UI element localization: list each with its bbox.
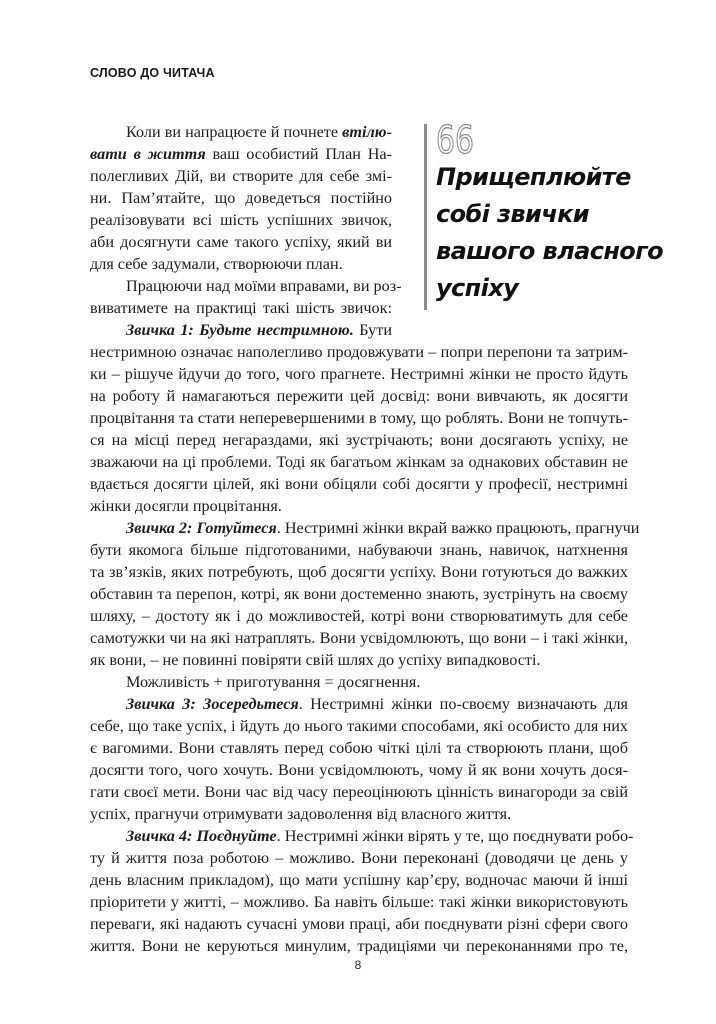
text-line: аби досягнути саме такого успіху, який ви <box>90 233 392 251</box>
quote-line: Прищеплюйте <box>436 163 631 191</box>
page-number: 8 <box>354 958 362 972</box>
quote-mark-icon <box>436 118 476 162</box>
text-line <box>90 122 392 142</box>
text-line: як вони, – не повинні повіряти свій шлях до успіху випадковості. <box>90 651 541 669</box>
text-line: для себе задумали, створюючи план. <box>90 255 343 273</box>
text-line: вдається досягти цілей, які вони обіцяли собі досягти у професії, нестримні <box>90 475 628 493</box>
habit-3-heading: Звичка 3: Зосередьтеся <box>126 695 299 713</box>
text-line: реалізовувати всі шість успішних звичок, <box>90 211 392 229</box>
habit-2-heading: Звичка 2: Готуйтеся <box>126 519 277 537</box>
quote-mark-glyph: 66 <box>436 118 474 162</box>
text-line: бути якомога більше підготованими, набуваючи знань, навичок, натхнення <box>90 541 628 559</box>
text-line: жінки досягли процвітання. <box>90 497 282 515</box>
text-line: ни. Пам’ятайте, що доведеться постійно <box>90 189 392 207</box>
text-line: гати своєї мети. Вони час від часу переоцінюють цінність винагороди за свій <box>90 783 628 801</box>
text-line: пріоритети у житті, – можливо. Ба навіть більше: такі жінки використовують <box>90 893 628 911</box>
text-line: Можливість + приготування = досягнення. <box>126 673 421 691</box>
pull-quote <box>424 118 664 310</box>
quote-line: собі звички <box>436 200 589 228</box>
text-run: . Нестримні жінки вкрай важко працюють, прагнучи <box>276 519 640 537</box>
text-line: ся на місці перед негараздами, які зустрічають; вони досягають успіху, не <box>90 431 628 449</box>
text-line: переваги, які надають сучасні умови праці, аби поєднувати різні сфери свого <box>90 915 628 933</box>
text-line: обставин та перепон, котрі, як вони достеменно знають, зустрінуть на своєму <box>90 585 628 603</box>
text-line: на роботу й намагаються пережити цей досвід: вони вивчають, як досягти <box>90 387 628 405</box>
text-line: успіх, прагнучи отримувати задоволення від власного життя. <box>90 805 512 823</box>
quote-text <box>436 159 663 307</box>
emphasis-run: вати в життя <box>90 145 206 163</box>
text-line: себе, що таке успіх, і йдуть до нього такими способами, які особисто для них <box>90 717 628 735</box>
text-line: досягти того, чого хочуть. Вони усвідомлюють, чому й як вони хочуть дося- <box>90 761 628 779</box>
text-line <box>90 144 392 164</box>
text-line <box>90 826 634 846</box>
text-line: життя. Вони не керуються минулим, традиціями чи переконаннями про те, <box>90 937 628 955</box>
text-line: зважаючи на ці проблеми. Тоді як багатьом жінкам за однакових обставин не <box>90 453 628 471</box>
text-line <box>90 518 640 538</box>
quote-line: успіху <box>436 274 519 302</box>
text-run: Коли ви напрацюєте й почнете <box>126 123 343 141</box>
habit-1-heading: Звичка 1: Будьте нестримною. <box>126 321 354 339</box>
text-run: . Нестримні жінки вірять у те, що поєднувати робо- <box>276 827 634 845</box>
text-line: самотужки чи на які натраплять. Вони усвідомлюють, що вони – і такі жінки, <box>90 629 628 647</box>
text-line <box>90 320 392 340</box>
running-head: СЛОВО ДО ЧИТАЧА <box>90 66 215 80</box>
text-run: Бути <box>353 321 392 339</box>
text-line: нестримною означає наполегливо продовжувати – попри перепони та затрим- <box>90 343 628 361</box>
text-line: ту й життя поза роботою – можливо. Вони переконані (доводячи це день у <box>90 849 628 867</box>
text-line: шляху, – достоту як і до можливостей, котрі вони створюватимуть для себе <box>90 607 628 625</box>
text-line: та зв’язків, яких потребують, щоб досягти успіху. Вони готуються до важких <box>90 563 628 581</box>
quote-bar <box>424 124 427 310</box>
text-line <box>90 694 628 714</box>
text-line: ки – рішуче йдучи до того, чого прагнете. Нестримні жінки не просто йдуть <box>90 365 628 383</box>
habit-4-heading: Звичка 4: Поєднуйте <box>126 827 277 845</box>
text-run: ваш особистий План На- <box>205 145 392 163</box>
text-line: є вагомими. Вони ставлять перед собою чіткі цілі та створюють плани, щоб <box>90 739 628 757</box>
text-line: день власним прикладом), що мати успішну кар’єру, водночас маючи й інші <box>90 871 628 889</box>
text-line: Працюючи над моїми вправами, ви роз- <box>126 277 402 295</box>
text-line: процвітання та стати неперевершеними в тому, що роблять. Вони не топчуть- <box>90 409 628 427</box>
emphasis-run: втілю- <box>342 123 392 141</box>
text-line: виватимете на практиці такі шість звичок: <box>90 299 392 317</box>
text-line: полегливих Дій, ви створите для себе змі- <box>90 167 392 185</box>
text-run: . Нестримні жінки по-своєму визначають для <box>298 695 628 713</box>
quote-line: вашого власного <box>436 237 664 265</box>
